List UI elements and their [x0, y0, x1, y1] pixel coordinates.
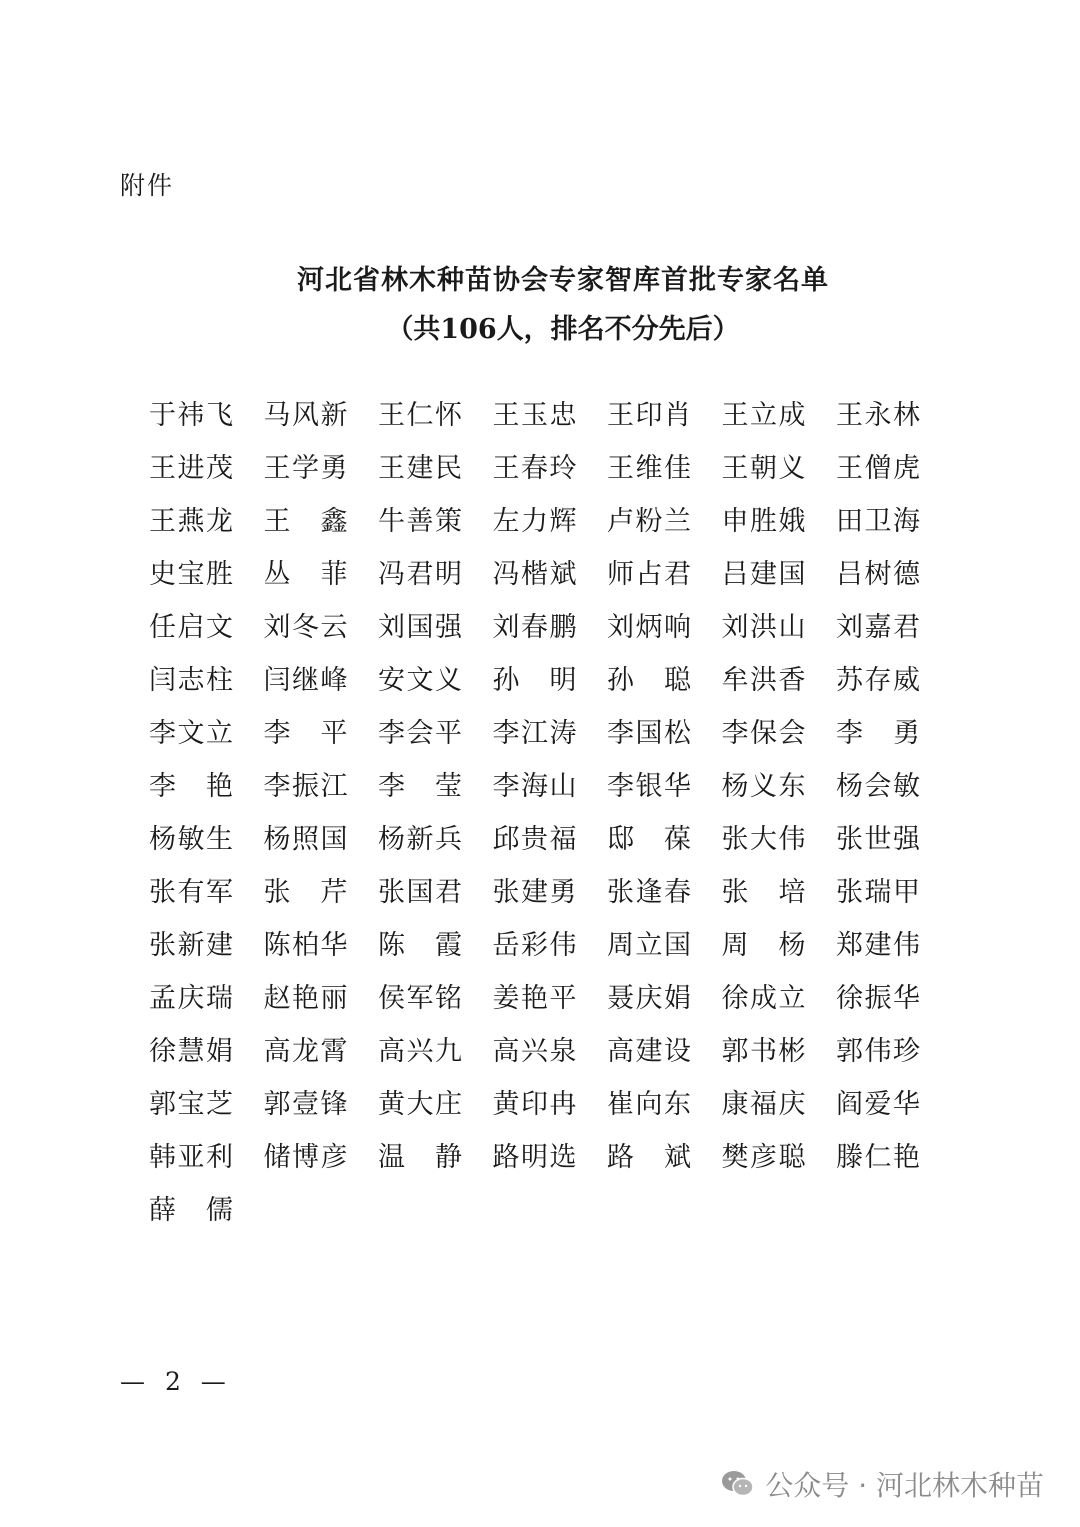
expert-name: 郑建伟: [836, 930, 920, 961]
expert-name: 李平: [263, 718, 348, 749]
expert-name: 姜艳平: [492, 983, 577, 1014]
expert-name: 史宝胜: [149, 559, 233, 590]
expert-name: 丛菲: [263, 559, 348, 590]
expert-name: 闫继峰: [263, 665, 348, 696]
watermark: [721, 1464, 1044, 1504]
expert-name: 刘嘉君: [836, 612, 920, 643]
expert-name: 滕仁艳: [836, 1142, 920, 1173]
expert-name: 徐成立: [721, 983, 806, 1014]
expert-name: 邸葆: [607, 824, 691, 855]
expert-name: 阎爱华: [836, 1089, 920, 1120]
expert-name: 吕树德: [836, 559, 920, 590]
expert-name: 李文立: [149, 718, 233, 749]
expert-name: 张瑞甲: [836, 877, 920, 908]
expert-name: 王印肖: [607, 400, 691, 431]
expert-name: 王进茂: [149, 453, 233, 484]
expert-name: 李国松: [607, 718, 691, 749]
attachment-label: 附件: [120, 171, 175, 200]
expert-name: 安文义: [378, 665, 462, 696]
expert-name: 张大伟: [721, 824, 806, 855]
expert-name: 陈霞: [378, 930, 462, 961]
expert-name: 杨会敏: [836, 771, 920, 802]
expert-name: 李保会: [721, 718, 806, 749]
document-title: 河北省林木种苗协会专家智库首批专家名单: [297, 265, 829, 296]
expert-name: 韩亚利: [149, 1142, 233, 1173]
expert-name: 徐慧娟: [149, 1036, 233, 1067]
expert-name: 王僧虎: [836, 453, 920, 484]
expert-name: 杨敏生: [149, 824, 233, 855]
expert-name: 黄大庄: [378, 1089, 462, 1120]
expert-name: 李莹: [378, 771, 462, 802]
expert-name: 黄印冉: [492, 1089, 577, 1120]
expert-name: 聂庆娟: [607, 983, 691, 1014]
watermark-text: 公众号 · 河北林木种苗: [765, 1469, 1044, 1502]
expert-name: 杨义东: [721, 771, 806, 802]
expert-name: 孟庆瑞: [149, 983, 233, 1014]
expert-name: 张培: [721, 877, 806, 908]
expert-name: 郭壹锋: [263, 1089, 348, 1120]
expert-name: 张有军: [149, 877, 233, 908]
expert-name: 李江涛: [492, 718, 577, 749]
expert-name: 闫志柱: [149, 665, 233, 696]
expert-name: 王学勇: [263, 453, 348, 484]
expert-name: 路斌: [607, 1142, 691, 1173]
expert-name: 侯军铭: [378, 983, 462, 1014]
expert-name: 苏存威: [836, 665, 920, 696]
expert-name: 岳彩伟: [492, 930, 577, 961]
expert-name: 冯君明: [378, 559, 462, 590]
expert-name-list: [149, 398, 920, 1229]
expert-name: 高兴泉: [492, 1036, 577, 1067]
expert-name: 刘炳响: [607, 612, 691, 643]
expert-name: 张新建: [149, 930, 233, 961]
expert-name: 储博彦: [263, 1142, 348, 1173]
document-subtitle: （共106人，排名不分先后）: [386, 314, 740, 345]
expert-name: 邱贵福: [492, 824, 577, 855]
expert-name: 孙聪: [607, 665, 691, 696]
expert-name: 周立国: [607, 930, 691, 961]
expert-name: 牟洪香: [721, 665, 806, 696]
expert-name: 左力辉: [492, 506, 577, 537]
expert-name: 冯楷斌: [492, 559, 577, 590]
expert-name: 杨新兵: [378, 824, 462, 855]
expert-name: 王建民: [378, 453, 462, 484]
expert-name: 薛儒: [149, 1195, 233, 1226]
expert-name: 马风新: [263, 400, 348, 431]
expert-name: 赵艳丽: [263, 983, 348, 1014]
expert-name: 王燕龙: [149, 506, 233, 537]
expert-name: 李会平: [378, 718, 462, 749]
expert-name: 王仁怀: [378, 400, 462, 431]
expert-name: 王鑫: [263, 506, 348, 537]
page-number: — 2 —: [120, 1367, 232, 1396]
expert-name: 高建设: [607, 1036, 691, 1067]
expert-name: 李艳: [149, 771, 233, 802]
expert-name: 张建勇: [492, 877, 577, 908]
expert-name: 李银华: [607, 771, 691, 802]
expert-name: 李海山: [492, 771, 577, 802]
expert-name: 李振江: [263, 771, 348, 802]
expert-name: 王维佳: [607, 453, 691, 484]
expert-name: 申胜娥: [721, 506, 806, 537]
expert-name: 刘洪山: [721, 612, 806, 643]
expert-name: 牛善策: [378, 506, 462, 537]
expert-name: 刘冬云: [263, 612, 348, 643]
expert-name: 郭伟珍: [836, 1036, 920, 1067]
expert-name: 刘春鹏: [492, 612, 577, 643]
expert-name: 任启文: [149, 612, 233, 643]
expert-name: 樊彦聪: [721, 1142, 806, 1173]
expert-name: 师占君: [607, 559, 691, 590]
expert-name: 温静: [378, 1142, 462, 1173]
expert-name: 吕建国: [721, 559, 806, 590]
expert-name: 刘国强: [378, 612, 462, 643]
expert-name: 杨照国: [263, 824, 348, 855]
expert-name: 孙明: [492, 665, 577, 696]
expert-name: 王永林: [836, 400, 920, 431]
expert-name: 张国君: [378, 877, 462, 908]
expert-name: 王春玲: [492, 453, 577, 484]
expert-name: 于祎飞: [149, 400, 233, 431]
expert-name: 王玉忠: [492, 400, 577, 431]
expert-name: 王朝义: [721, 453, 806, 484]
expert-name: 张芹: [263, 877, 348, 908]
expert-name: 田卫海: [836, 506, 920, 537]
expert-name: 卢粉兰: [607, 506, 691, 537]
expert-name: 崔向东: [607, 1089, 691, 1120]
expert-name: 郭书彬: [721, 1036, 806, 1067]
expert-name: 郭宝芝: [149, 1089, 233, 1120]
expert-name: 康福庆: [721, 1089, 806, 1120]
expert-name: 张逢春: [607, 877, 691, 908]
wechat-icon: [721, 1469, 755, 1499]
expert-name: 徐振华: [836, 983, 920, 1014]
expert-name: 王立成: [721, 400, 806, 431]
expert-name: 高龙霄: [263, 1036, 348, 1067]
expert-name: 张世强: [836, 824, 920, 855]
expert-name: 路明选: [492, 1142, 577, 1173]
expert-name: 周杨: [721, 930, 806, 961]
expert-name: 陈柏华: [263, 930, 348, 961]
expert-name: 李勇: [836, 718, 920, 749]
expert-name: 高兴九: [378, 1036, 462, 1067]
